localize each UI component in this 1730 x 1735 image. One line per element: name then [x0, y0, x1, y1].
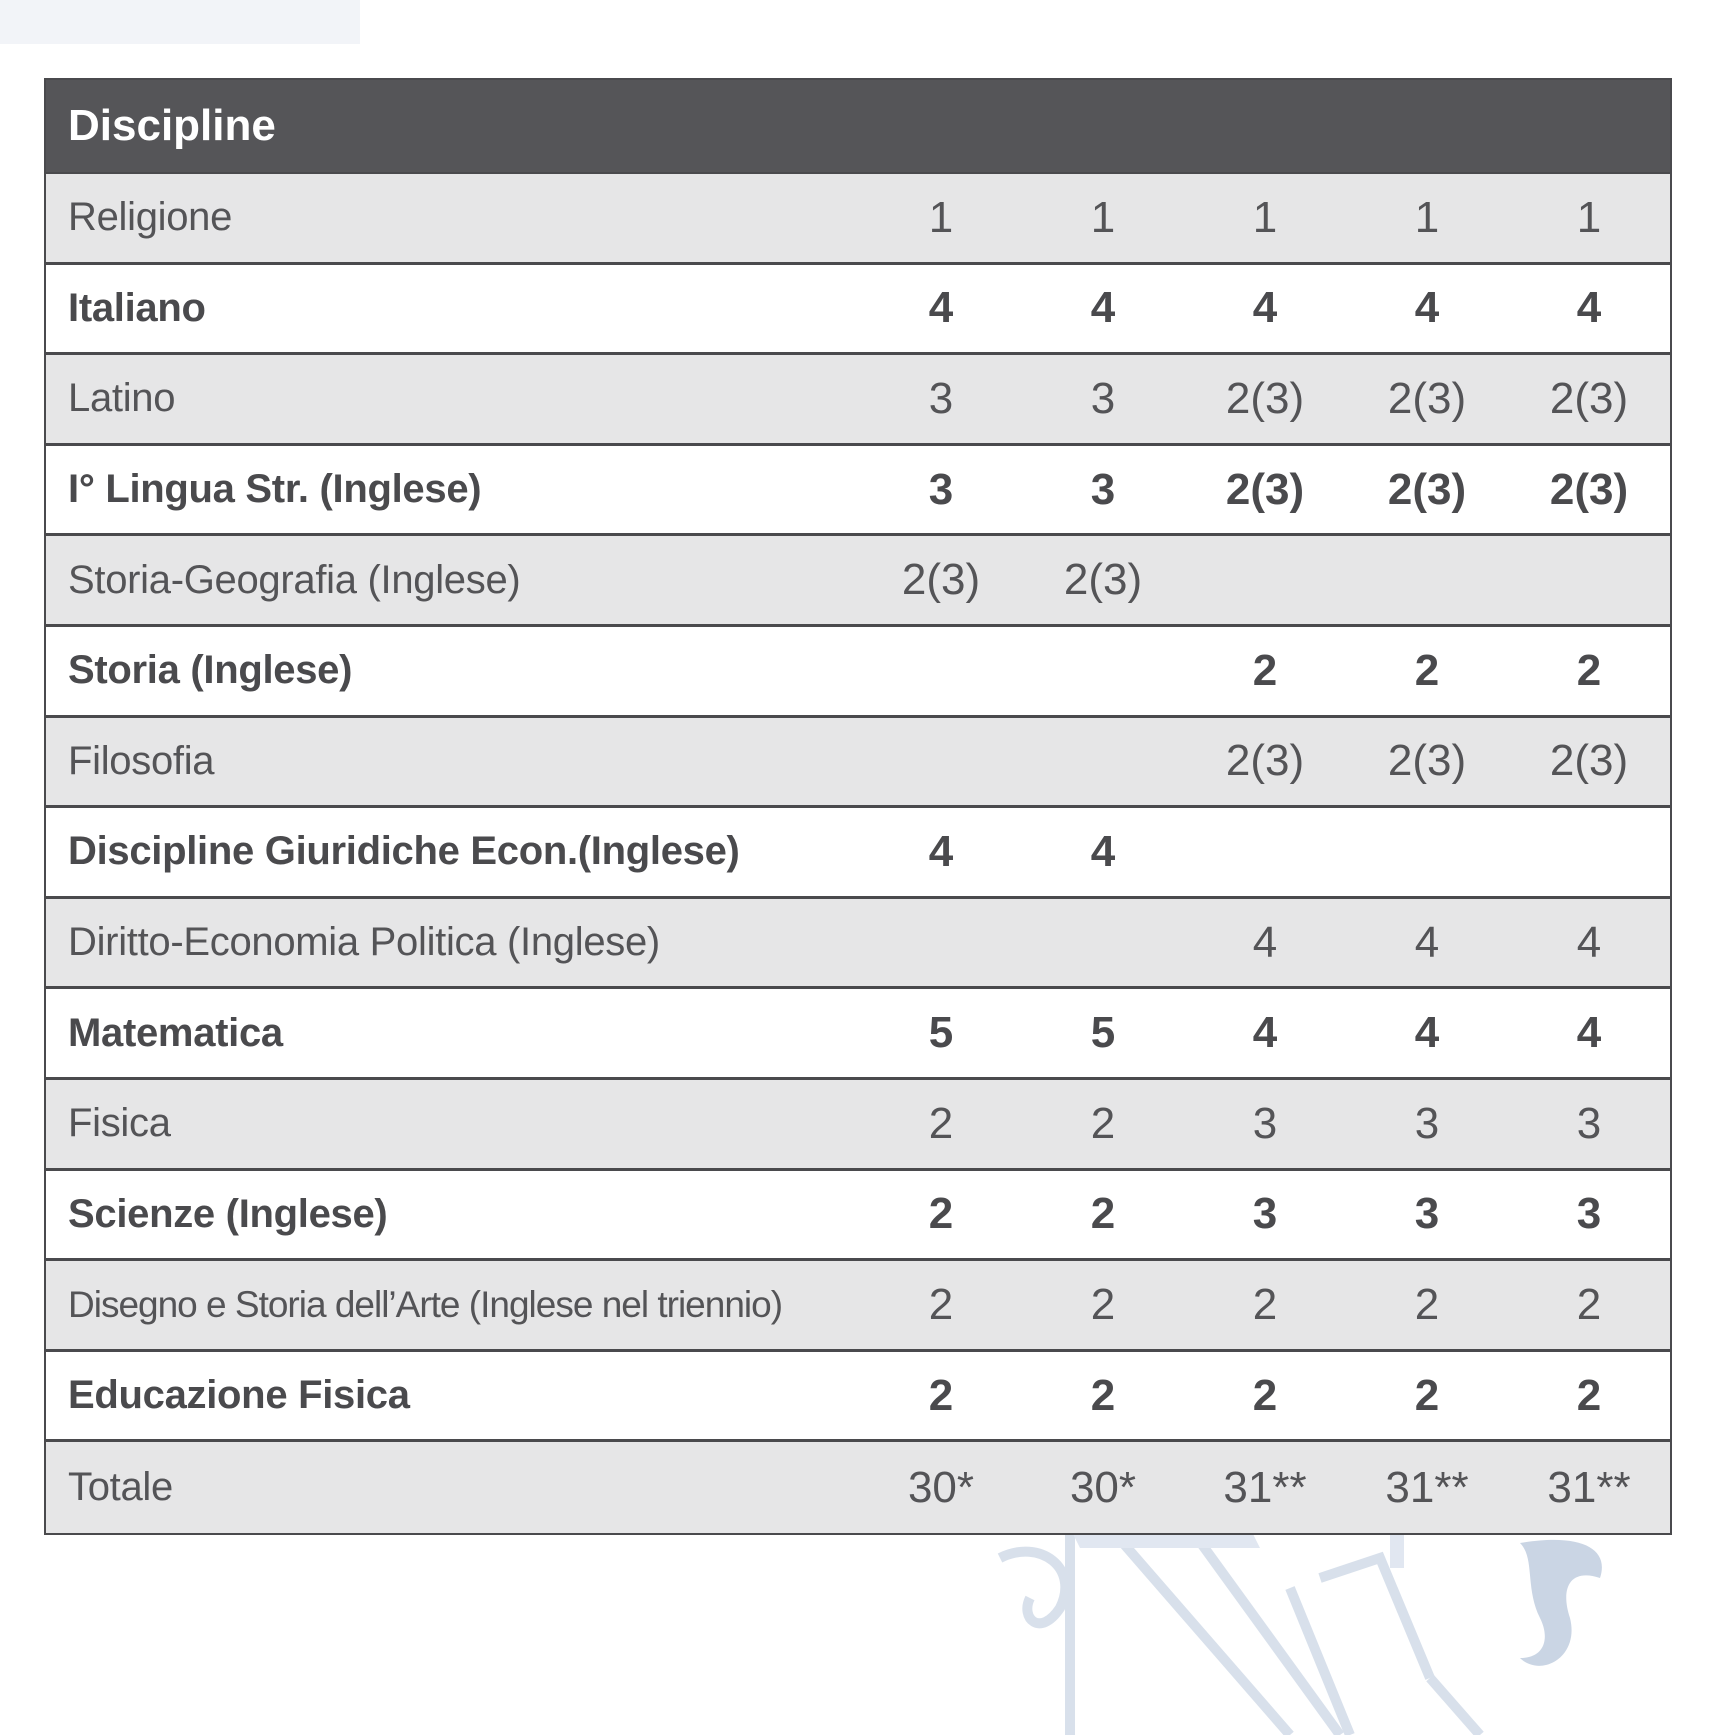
table-row — [46, 989, 1670, 1080]
table-row — [46, 1171, 1670, 1262]
hours-cell-year-2: 2 — [1090, 1098, 1116, 1148]
hours-cell-year-5: 1 — [1576, 192, 1602, 242]
hours-cell-year-4: 31** — [1385, 1462, 1469, 1512]
hours-cell-year-3: 2(3) — [1225, 736, 1305, 786]
hours-cell-year-5: 4 — [1576, 1008, 1602, 1058]
hours-cell-year-3 — [1184, 555, 1346, 605]
table-row — [46, 355, 1670, 446]
hours-cell-year-2: 30* — [1069, 1462, 1137, 1512]
hours-cell-year-4: 3 — [1414, 1098, 1440, 1148]
subject-label: Religione — [68, 195, 233, 240]
subject-label: Storia-Geografia (Inglese) — [68, 557, 521, 602]
hours-cells — [860, 736, 1670, 786]
table-row — [46, 1080, 1670, 1171]
hours-cell-year-3: 31** — [1223, 1462, 1307, 1512]
top-left-tint — [0, 0, 360, 44]
subject-label: Diritto-Economia Politica (Inglese) — [68, 920, 660, 965]
subject-label: Matematica — [68, 1010, 283, 1055]
hours-cell-year-2: 3 — [1090, 464, 1116, 514]
hours-cell-year-1: 3 — [928, 373, 954, 423]
hours-cell-year-5: 4 — [1576, 283, 1602, 333]
hours-cell-year-1: 2 — [928, 1279, 954, 1329]
table-row — [46, 265, 1670, 356]
hours-cell-year-5: 2 — [1576, 1370, 1602, 1420]
subject-label: Italiano — [68, 285, 206, 330]
hours-cell-year-2: 4 — [1090, 283, 1116, 333]
hours-cells — [860, 1008, 1670, 1058]
hours-cells — [860, 1463, 1670, 1513]
subject-label: Filosofia — [68, 738, 215, 783]
hours-cell-year-4 — [1346, 555, 1508, 605]
hours-cell-year-1: 4 — [928, 283, 954, 333]
hours-cell-year-1 — [860, 736, 1022, 786]
hours-cell-year-5: 2 — [1576, 645, 1602, 695]
hours-cell-year-5: 31** — [1547, 1462, 1631, 1512]
table-row — [46, 446, 1670, 537]
hours-cell-year-1: 4 — [928, 826, 954, 876]
hours-cell-year-4: 2 — [1414, 645, 1440, 695]
hours-cell-year-4: 2 — [1414, 1279, 1440, 1329]
subject-label: Disegno e Storia dell’Arte (Inglese nel triennio) — [68, 1283, 783, 1325]
subject-label: Educazione Fisica — [68, 1373, 410, 1418]
hours-cell-year-3: 1 — [1252, 192, 1278, 242]
hours-cell-year-1: 2 — [928, 1189, 954, 1239]
hours-cell-year-3: 2 — [1252, 1279, 1278, 1329]
subject-label: Fisica — [68, 1101, 171, 1146]
hours-cell-year-4: 4 — [1414, 1008, 1440, 1058]
hours-cell-year-2: 2 — [1090, 1370, 1116, 1420]
hours-cell-year-4: 3 — [1414, 1189, 1440, 1239]
hours-cell-year-1: 1 — [928, 192, 954, 242]
hours-cell-year-5: 4 — [1576, 917, 1602, 967]
hours-cell-year-4: 2(3) — [1387, 464, 1467, 514]
hours-cell-year-1: 2 — [928, 1370, 954, 1420]
hours-cell-year-5 — [1508, 827, 1670, 877]
table-row — [46, 1442, 1670, 1533]
hours-cell-year-3: 2 — [1252, 1370, 1278, 1420]
discipline-table — [44, 78, 1672, 1535]
hours-cell-year-2: 4 — [1090, 826, 1116, 876]
hours-cell-year-4: 4 — [1414, 283, 1440, 333]
hours-cell-year-5: 2 — [1576, 1279, 1602, 1329]
hours-cells — [860, 827, 1670, 877]
hours-cell-year-5: 2(3) — [1549, 464, 1629, 514]
hours-cell-year-2: 1 — [1090, 192, 1116, 242]
hours-cell-year-4 — [1346, 827, 1508, 877]
hours-cell-year-1: 2(3) — [901, 555, 981, 605]
hours-cell-year-4: 2 — [1414, 1370, 1440, 1420]
crest-watermark-icon — [960, 1528, 1660, 1735]
hours-cells — [860, 193, 1670, 243]
hours-cell-year-2 — [1022, 918, 1184, 968]
hours-cell-year-5: 2(3) — [1549, 373, 1629, 423]
table-header-title: Discipline — [68, 101, 276, 150]
hours-cells — [860, 918, 1670, 968]
table-header — [46, 80, 1670, 174]
hours-cell-year-1: 30* — [907, 1462, 975, 1512]
table-row — [46, 536, 1670, 627]
hours-cell-year-3: 4 — [1252, 283, 1278, 333]
hours-cells — [860, 1371, 1670, 1421]
hours-cell-year-4: 2(3) — [1387, 736, 1467, 786]
hours-cells — [860, 465, 1670, 515]
hours-cells — [860, 1099, 1670, 1149]
hours-cells — [860, 1280, 1670, 1330]
table-row — [46, 718, 1670, 809]
hours-cells — [860, 646, 1670, 696]
hours-cell-year-2: 2(3) — [1063, 555, 1143, 605]
hours-cell-year-1: 3 — [928, 464, 954, 514]
subject-label: Discipline Giuridiche Econ.(Inglese) — [68, 829, 740, 874]
hours-cell-year-1 — [860, 646, 1022, 696]
hours-cell-year-4: 1 — [1414, 192, 1440, 242]
hours-cell-year-2: 3 — [1090, 373, 1116, 423]
hours-cell-year-3: 2(3) — [1225, 373, 1305, 423]
subject-label: Storia (Inglese) — [68, 648, 353, 693]
table-row — [46, 808, 1670, 899]
hours-cell-year-1: 2 — [928, 1098, 954, 1148]
subject-label: Latino — [68, 376, 176, 421]
hours-cell-year-5: 2(3) — [1549, 736, 1629, 786]
hours-cells — [860, 555, 1670, 605]
hours-cell-year-2: 2 — [1090, 1279, 1116, 1329]
hours-cell-year-1 — [860, 918, 1022, 968]
hours-cells — [860, 374, 1670, 424]
hours-cell-year-3: 2(3) — [1225, 464, 1305, 514]
hours-cells — [860, 1189, 1670, 1239]
hours-cell-year-2 — [1022, 736, 1184, 786]
hours-cell-year-2: 5 — [1090, 1008, 1116, 1058]
subject-label: I° Lingua Str. (Inglese) — [68, 467, 482, 512]
hours-cells — [860, 283, 1670, 333]
subject-label: Scienze (Inglese) — [68, 1191, 388, 1236]
hours-cell-year-5: 3 — [1576, 1189, 1602, 1239]
subject-label: Totale — [68, 1465, 173, 1510]
hours-cell-year-2 — [1022, 646, 1184, 696]
hours-cell-year-3: 3 — [1252, 1098, 1278, 1148]
hours-cell-year-1: 5 — [928, 1008, 954, 1058]
hours-cell-year-3: 4 — [1252, 917, 1278, 967]
hours-cell-year-3: 2 — [1252, 645, 1278, 695]
hours-cell-year-5 — [1508, 555, 1670, 605]
hours-cell-year-3: 4 — [1252, 1008, 1278, 1058]
table-body — [46, 174, 1670, 1533]
table-row — [46, 174, 1670, 265]
table-row — [46, 1261, 1670, 1352]
hours-cell-year-5: 3 — [1576, 1098, 1602, 1148]
hours-cell-year-4: 2(3) — [1387, 373, 1467, 423]
hours-cell-year-2: 2 — [1090, 1189, 1116, 1239]
hours-cell-year-3 — [1184, 827, 1346, 877]
table-row — [46, 1352, 1670, 1443]
hours-cell-year-4: 4 — [1414, 917, 1440, 967]
table-row — [46, 899, 1670, 990]
hours-cell-year-3: 3 — [1252, 1189, 1278, 1239]
table-row — [46, 627, 1670, 718]
